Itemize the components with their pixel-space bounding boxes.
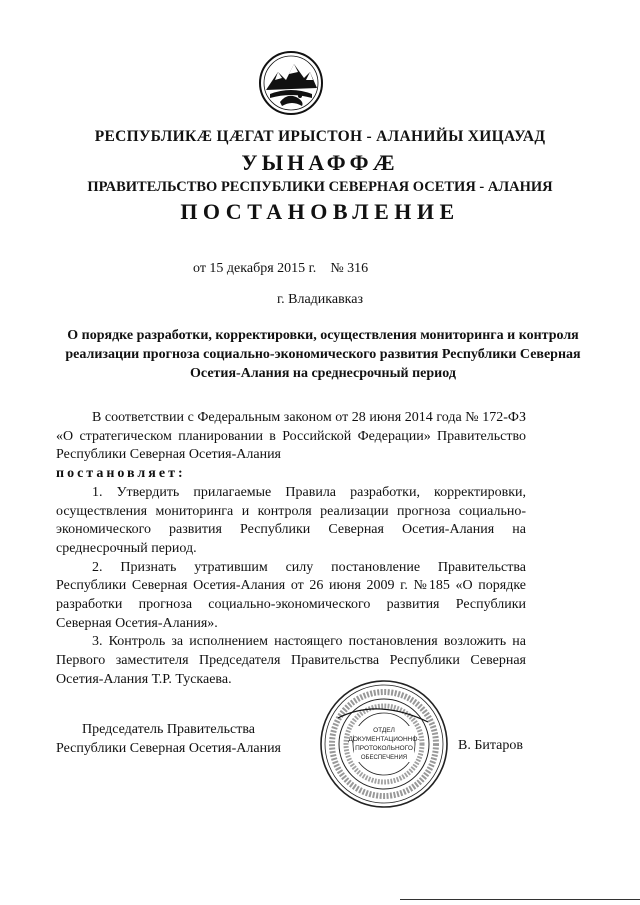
stamp-center-line-4: ОБЕСПЕЧЕНИЯ xyxy=(360,755,408,761)
ossetian-decree-heading: УЫНАФФÆ xyxy=(241,150,399,175)
coat-of-arms-emblem xyxy=(258,50,324,116)
signatory-title xyxy=(56,720,281,758)
russian-government-heading: ПРАВИТЕЛЬСТВО РЕСПУБЛИКИ СЕВЕРНАЯ ОСЕТИЯ - АЛАНИЯ xyxy=(87,179,553,195)
ossetian-republic-heading: РЕСПУБЛИКÆ ЦÆГАТ ИРЫСТОН - АЛАНИЙЫ ХИЦАУАД xyxy=(94,128,546,145)
signatory-title-line-1: Председатель Правительства xyxy=(82,722,255,737)
page-bottom-line xyxy=(400,899,640,900)
stamp-center-line-1: ОТДЕЛ xyxy=(373,727,395,734)
stamp-center-line-3: ПРОТОКОЛЬНОГО xyxy=(355,745,413,752)
signatory-name: В. Битаров xyxy=(458,738,523,753)
signatory-title-line-2: Республики Северная Осетия-Алания xyxy=(56,741,281,756)
document-city: г. Владикавказ xyxy=(276,292,364,307)
item-1-paragraph: 1. Утвердить прилагаемые Правила разработки, корректировки, осуществления мониторинга и контроля реализации прогноза социально-экономического развития Республики Северная Осетия-Алания на среднесрочный период. xyxy=(56,484,526,556)
item-2-paragraph: 2. Признать утратившим силу постановление Правительства Республики Северная Осетия-Алания от 26 июня 2009 г. №185 «О порядке разработки прогноза социально-экономического развития Республики Северная Осетия-Алания». xyxy=(56,559,526,631)
item-3-paragraph: 3. Контроль за исполнением настоящего постановления возложить на Первого заместителя Председателя Правительства Республики Северная Осетия-Алания Т.Р. Тускаева. xyxy=(56,634,526,687)
russian-decree-heading: ПОСТАНОВЛЕНИЕ xyxy=(180,199,460,224)
document-date: от 15 декабря 2015 г. xyxy=(193,261,317,276)
document-body xyxy=(56,409,526,690)
document-subject: О порядке разработки, корректировки, осуществления мониторинга и контроля реализации прогноза социально-экономического развития Республики Северная Осетия-Алания на среднесрочный период xyxy=(65,328,581,381)
intro-paragraph: В соответствии с Федеральным законом от 28 июня 2014 года № 172-ФЗ «О стратегическом планировании в Российской Федерации» Правительство Республики Северная Осетия-Алания xyxy=(56,410,526,463)
document-date-line xyxy=(193,261,368,277)
document-number: № 316 xyxy=(330,261,369,276)
postanovlyaet-label: постановляет: xyxy=(56,466,186,482)
stamp-center-line-2: ДОКУМЕНТАЦИОННО- xyxy=(348,736,420,743)
official-seal-stamp xyxy=(318,678,450,810)
